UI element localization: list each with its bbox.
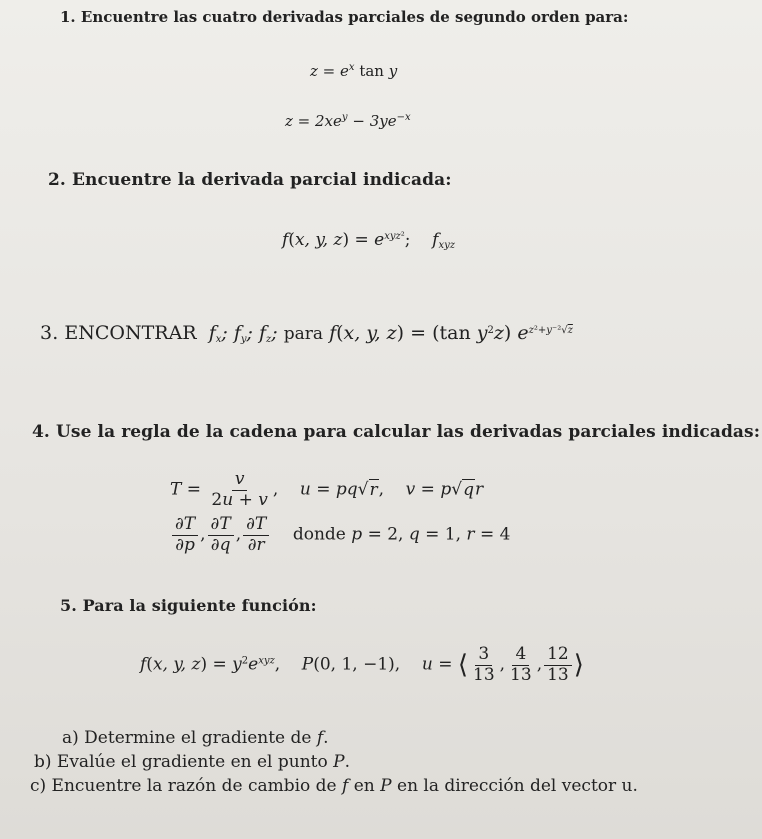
equation-1b: $z = 2xe^y - 3ye^{-x}$ bbox=[285, 112, 411, 130]
part-c-text-post: en la dirección del vector u. bbox=[397, 776, 638, 796]
part-c-text-pre: c) Encuentre la razón de cambio de bbox=[30, 776, 337, 796]
item-1 bbox=[60, 8, 628, 26]
item-3-para: para bbox=[283, 324, 324, 344]
item-4-donde: donde bbox=[292, 524, 346, 545]
item-1-text: Encuentre las cuatro derivadas parciales de segundo orden para: bbox=[80, 8, 629, 26]
item-2-text: Encuentre la derivada parcial indicada: bbox=[71, 170, 452, 190]
equation-2: f(x, y, $z) = e^{xyz^2}$; $f_{xyz}$ bbox=[282, 230, 456, 251]
item-4-text: Use la regla de la cadena para calcular las derivadas parciales indicadas: bbox=[55, 422, 761, 442]
part-b: b) Evalúe el gradiente en el punto P. bbox=[34, 752, 351, 772]
item-4-number: 4. bbox=[32, 422, 50, 442]
equation-4b: $\frac{\partial T}{\partial p}$ , $\frac{\partial T}{\partial q}$ , $\frac{\partial T}{\partial r}$ donde p = 2, q = 1, r = 4 bbox=[170, 515, 510, 555]
part-c-text-mid: en bbox=[353, 776, 375, 796]
item-3 bbox=[40, 322, 573, 344]
equation-1a: $z = e^x$ tan y bbox=[310, 62, 398, 80]
part-a: a) Determine el gradiente de f. bbox=[62, 728, 329, 748]
item-3-targets: $f_x$; $f_y$; $f_z$; bbox=[202, 322, 278, 345]
item-3-number: 3. bbox=[40, 322, 59, 344]
item-5-text: Para la siguiente función: bbox=[82, 596, 317, 615]
item-5 bbox=[60, 596, 317, 615]
item-2 bbox=[48, 170, 452, 190]
part-a-text: a) Determine el gradiente de bbox=[62, 728, 312, 748]
item-4 bbox=[32, 422, 760, 442]
item-3-text: ENCONTRAR bbox=[64, 322, 197, 344]
part-c: c) Encuentre la razón de cambio de f en P en la dirección del vector u. bbox=[30, 776, 638, 796]
equation-3: f(x, y, z) = (tan $y^2z$) $e^{z^2+y^{-2}√z}$ bbox=[329, 322, 573, 344]
equation-5: f(x, y, $z) = y^2e^{xyz}$, P(0, 1, −1), u = ⟨ $\frac{3}{13}$ , $\frac{4}{13}$ , $\frac{12}{13}$ ⟩ bbox=[140, 644, 584, 685]
item-2-number: 2. bbox=[48, 170, 66, 190]
part-b-text: b) Evalúe el gradiente en el punto bbox=[34, 752, 328, 772]
item-1-number: 1. bbox=[60, 8, 76, 26]
item-5-number: 5. bbox=[60, 596, 77, 615]
equation-4a: T = $\frac{v}{2u + v}$ , u = pq√r, v = p√qr bbox=[170, 469, 484, 510]
